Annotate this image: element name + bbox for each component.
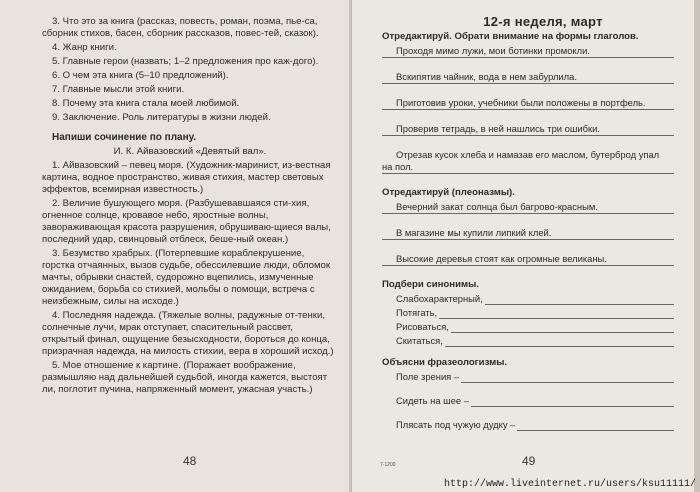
answer-line (461, 371, 674, 383)
idiom-item (382, 419, 674, 431)
section-heading-synonyms: Подбери синонимы. (382, 279, 479, 290)
essay-heading: Напиши сочинение по плану. (52, 132, 197, 143)
plan-item: 7. Главные мысли этой книги. (52, 84, 185, 95)
page-edge (694, 0, 700, 492)
answer-line (517, 419, 674, 431)
section-heading-edit-verbs: Отредактируй. Обрати внимание на формы глаголов. (382, 31, 639, 42)
page-number-right: 49 (522, 454, 536, 468)
idiom-item (382, 395, 674, 407)
exercise-line: Проверив тетрадь, в ней нашлись три ошибки. (382, 123, 674, 136)
plan-item: 9. Заключение. Роль литературы в жизни людей. (52, 112, 271, 123)
print-code: 7-1200 (380, 462, 396, 468)
section-heading-pleonasms: Отредактируй (плеоназмы). (382, 187, 515, 198)
source-watermark: http://www.liveinternet.ru/users/ksu11111/ (443, 479, 696, 490)
exercise-line-tail: на пол. (382, 161, 674, 174)
essay-item: 1. Айвазовский – певец моря. (Художник-маринист, из-вестная картина, водное пространство, живая стихия, мастер световых эффектов, всемирная известность.) (42, 160, 331, 195)
right-page (352, 0, 700, 492)
week-title: 12-я неделя, март (483, 14, 603, 29)
section-heading-idioms: Объясни фразеологизмы. (382, 357, 508, 368)
exercise-line: Проходя мимо лужи, мои ботинки промокли. (382, 45, 674, 58)
plan-item: 3. Что это за книга (рассказ, повесть, роман, поэма, пье-са, сборник стихов, басен, сборник рассказов, повес-тей, сказок). (42, 16, 319, 39)
plan-item: 8. Почему эта книга стала моей любимой. (52, 98, 240, 109)
synonym-word: Рисоваться, (396, 321, 449, 332)
essay-item: 4. Последняя надежда. (Тяжелые волны, радужные от-тенки, солнечные лучи, мрак отступает, спасительный рассвет, открытый финал, ощущение безысходности, бороться до конца, призрачная надежда, на милость стихии, вера в хороший исход.) (42, 310, 334, 357)
synonym-item (382, 321, 674, 333)
exercise-line: Отрезав кусок хлеба и намазав его маслом, бутерброд упал (396, 149, 660, 160)
idiom-text: Сидеть на шее – (396, 395, 469, 406)
synonym-item (382, 307, 674, 319)
exercise-line: В магазине мы купили липкий клей. (382, 227, 674, 240)
synonym-word: Потягать, (396, 307, 438, 318)
idiom-text: Плясать под чужую дудку – (396, 419, 516, 430)
synonym-word: Слабохарактерный, (396, 293, 483, 304)
synonym-item (382, 293, 674, 305)
idiom-text: Поле зрения – (396, 371, 460, 382)
answer-line (451, 321, 674, 333)
essay-subject: И. К. Айвазовский «Девятый вал». (113, 146, 267, 157)
essay-item: 2. Величие бушующего моря. (Разбушевавшаяся сти-хия, огненное солнце, кровавое небо, яростные волны, завораживающая красота разрушения, обрушиваю-щиеся валы, последний удар, свинцовый отблеск, беше-ный океан.) (42, 198, 331, 245)
plan-item: 6. О чем эта книга (5–10 предложений). (52, 70, 229, 81)
exercise-line: Высокие деревья стоят как огромные великаны. (382, 253, 674, 266)
answer-line (445, 335, 674, 347)
exercise-line: Вскипятив чайник, вода в нем забурлила. (382, 71, 674, 84)
plan-item: 4. Жанр книги. (52, 42, 117, 53)
synonym-word: Скитаться, (396, 335, 443, 346)
plan-item: 5. Главные герои (назвать; 1–2 предложения про каж-дого). (52, 56, 319, 67)
essay-item: 3. Безумство храбрых. (Потерпевшие кораблекрушение, горстка отчаянных, вызов судьбе, обессилевшие люди, обломок мачты, обрывки снастей, судорожно вцепились, измученные ожиданием, борьба со стихией, мольбы о помощи, встреча с неизбежным, силы на исходе.) (42, 248, 331, 307)
idiom-item (382, 371, 674, 383)
exercise-line: Вечерний закат солнца был багрово-красным. (382, 201, 674, 214)
exercise-line: Приготовив уроки, учебники были положены в портфель. (382, 97, 674, 110)
page-number-left: 48 (183, 454, 197, 468)
answer-line (439, 307, 674, 319)
essay-item: 5. Мое отношение к картине. (Поражает воображение, размышляю над дальнейшей судьбой, иногда кажется, выстоят ли, поглотит пучина, напряженный момент, ужасная участь.) (42, 360, 328, 395)
answer-line (471, 395, 674, 407)
answer-line (485, 293, 674, 305)
synonym-item (382, 335, 674, 347)
